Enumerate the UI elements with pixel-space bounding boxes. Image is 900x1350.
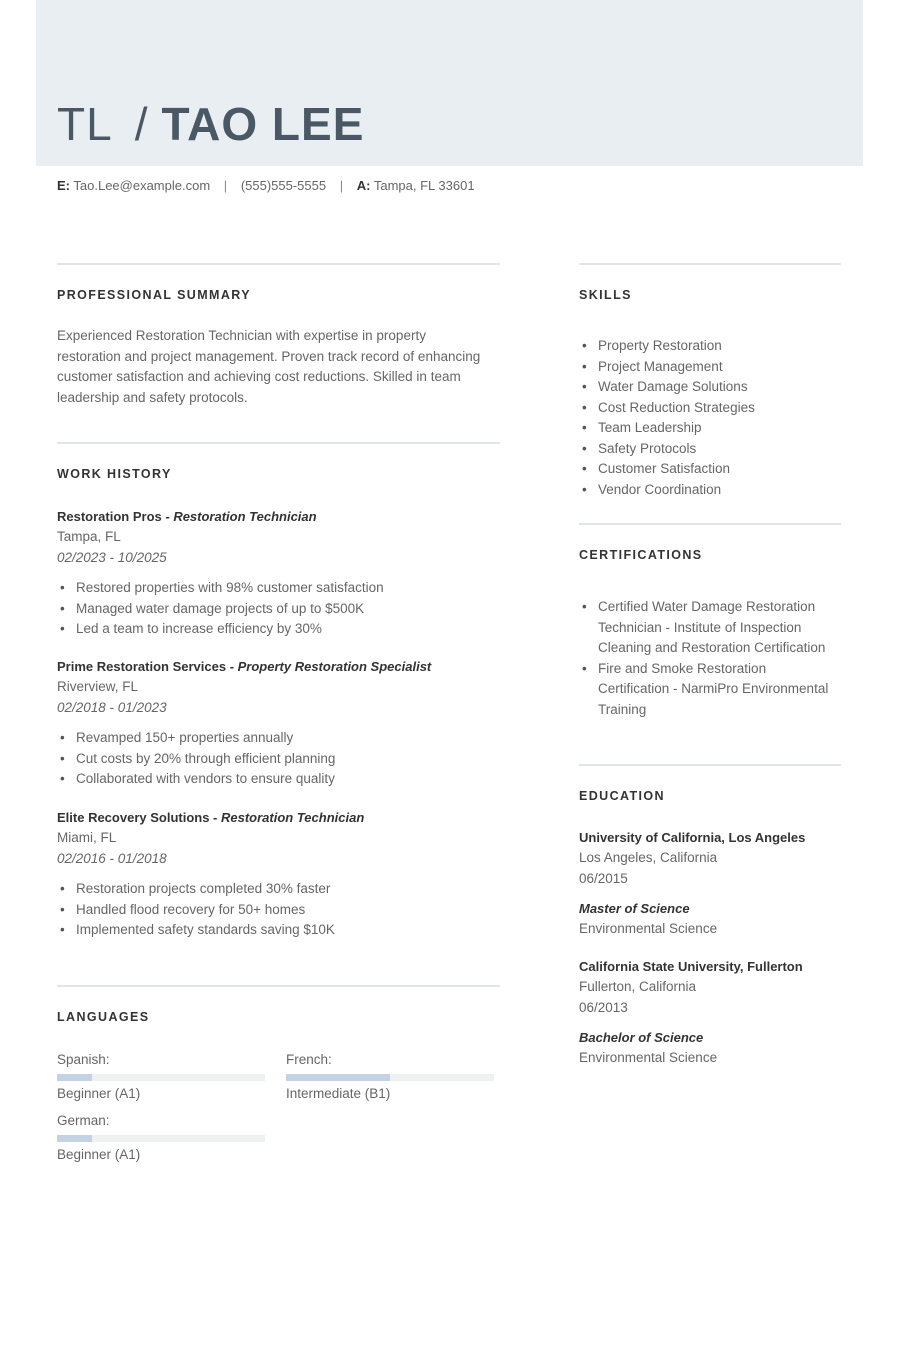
address-label: A: [356, 178, 371, 193]
degree-field: Environmental Science [579, 1050, 718, 1065]
graduation-date: 06/2015 [579, 870, 628, 886]
job-location: Tampa, FL [57, 529, 121, 544]
proficiency-fill [57, 1074, 92, 1081]
job-company: Elite Recovery Solutions [57, 810, 210, 825]
skill-item: • Project Management [579, 357, 841, 378]
section-divider [57, 985, 500, 987]
contact-divider: | [339, 178, 344, 193]
school-location: Fullerton, California [579, 979, 697, 994]
degree-field: Environmental Science [579, 921, 718, 936]
proficiency-bar [57, 1074, 265, 1081]
school-name: University of California, Los Angeles [579, 830, 806, 845]
education-entry [579, 828, 841, 940]
skill-item: • Team Leadership [579, 418, 841, 439]
job-bullet: • Managed water damage projects of up to $500K [57, 599, 497, 620]
email-value[interactable]: Tao.Lee@example.com [73, 178, 211, 193]
section-divider [579, 764, 841, 766]
email-label: E: [57, 178, 70, 193]
language-name: German: [57, 1113, 110, 1128]
summary-text: Experienced Restoration Technician with expertise in property restoration and project management. Proven track record of enhancing customer satisfaction and achieving cost reductions. Skilled in team leadership and safety protocols. [57, 328, 481, 405]
name-initials: TL [57, 98, 113, 150]
job-bullet: • Cut costs by 20% through efficient planning [57, 749, 497, 770]
job-title-dash: - [209, 810, 221, 825]
job-bullets [57, 578, 497, 640]
certifications-list [579, 597, 841, 720]
proficiency-fill [57, 1135, 92, 1142]
job-entry [57, 657, 497, 790]
certifications-heading: CERTIFICATIONS [579, 548, 703, 562]
job-title-dash: - [226, 659, 238, 674]
degree-name: Master of Science [579, 901, 690, 916]
job-bullet: • Handled flood recovery for 50+ homes [57, 900, 497, 921]
section-divider [57, 442, 500, 444]
address-value: Tampa, FL 33601 [373, 178, 475, 193]
job-bullet: • Restored properties with 98% customer satisfaction [57, 578, 497, 599]
job-location: Miami, FL [57, 830, 117, 845]
summary-heading: PROFESSIONAL SUMMARY [57, 288, 251, 302]
job-dates: 02/2018 - 01/2023 [57, 699, 167, 715]
job-company: Restoration Pros [57, 509, 162, 524]
contact-divider: | [223, 178, 228, 193]
skill-item: • Customer Satisfaction [579, 459, 841, 480]
job-heading [57, 808, 497, 828]
school-location: Los Angeles, California [579, 850, 718, 865]
skill-item: • Safety Protocols [579, 439, 841, 460]
education-heading: EDUCATION [579, 789, 665, 803]
language-name: French: [286, 1052, 332, 1067]
work-history-heading: WORK HISTORY [57, 467, 172, 481]
resume-name [57, 96, 364, 152]
job-bullet: • Collaborated with vendors to ensure quality [57, 769, 497, 790]
language-level: Beginner (A1) [57, 1086, 141, 1101]
proficiency-fill [286, 1074, 390, 1081]
skill-item: • Water Damage Solutions [579, 377, 841, 398]
job-bullet: • Implemented safety standards saving $10K [57, 920, 497, 941]
job-location: Riverview, FL [57, 679, 139, 694]
language-item [57, 1111, 265, 1165]
section-divider [579, 523, 841, 525]
job-bullet: • Restoration projects completed 30% faster [57, 879, 497, 900]
degree-name: Bachelor of Science [579, 1030, 704, 1045]
certification-item: • Certified Water Damage Restoration Technician - Institute of Inspection Cleaning and Restoration Certification [579, 597, 841, 659]
proficiency-bar [57, 1135, 265, 1142]
job-company: Prime Restoration Services [57, 659, 227, 674]
job-entry [57, 808, 497, 941]
proficiency-bar [286, 1074, 494, 1081]
languages-heading: LANGUAGES [57, 1010, 150, 1024]
certification-item: • Fire and Smoke Restoration Certification - NarmiPro Environmental Training [579, 659, 841, 721]
skills-list [579, 336, 841, 500]
section-divider [579, 263, 841, 265]
skills-heading: SKILLS [579, 288, 632, 302]
job-bullets [57, 879, 497, 941]
job-role: Property Restoration Specialist [237, 659, 432, 674]
job-heading [57, 507, 497, 527]
section-divider [57, 263, 500, 265]
language-item [286, 1050, 494, 1104]
job-title-dash: - [161, 509, 174, 524]
skill-item: • Cost Reduction Strategies [579, 398, 841, 419]
job-role: Restoration Technician [173, 509, 317, 524]
phone-value[interactable]: (555)555-5555 [240, 178, 327, 193]
education-entry [579, 957, 841, 1069]
graduation-date: 06/2013 [579, 999, 628, 1015]
skill-item: • Vendor Coordination [579, 480, 841, 501]
contact-line [57, 176, 475, 196]
job-bullets [57, 728, 497, 790]
job-bullet: • Revamped 150+ properties annually [57, 728, 497, 749]
skill-item: • Property Restoration [579, 336, 841, 357]
name-separator: / [134, 98, 148, 150]
school-name: California State University, Fullerton [579, 959, 803, 974]
language-name: Spanish: [57, 1052, 110, 1067]
job-dates: 02/2016 - 01/2018 [57, 850, 167, 866]
language-level: Beginner (A1) [57, 1147, 141, 1162]
job-bullet: • Led a team to increase efficiency by 30% [57, 619, 497, 640]
job-role: Restoration Technician [221, 810, 365, 825]
job-heading [57, 657, 497, 677]
full-name: TAO LEE [161, 98, 365, 150]
language-level: Intermediate (B1) [286, 1086, 391, 1101]
job-dates: 02/2023 - 10/2025 [57, 549, 167, 565]
language-item [57, 1050, 265, 1104]
job-entry [57, 507, 497, 640]
